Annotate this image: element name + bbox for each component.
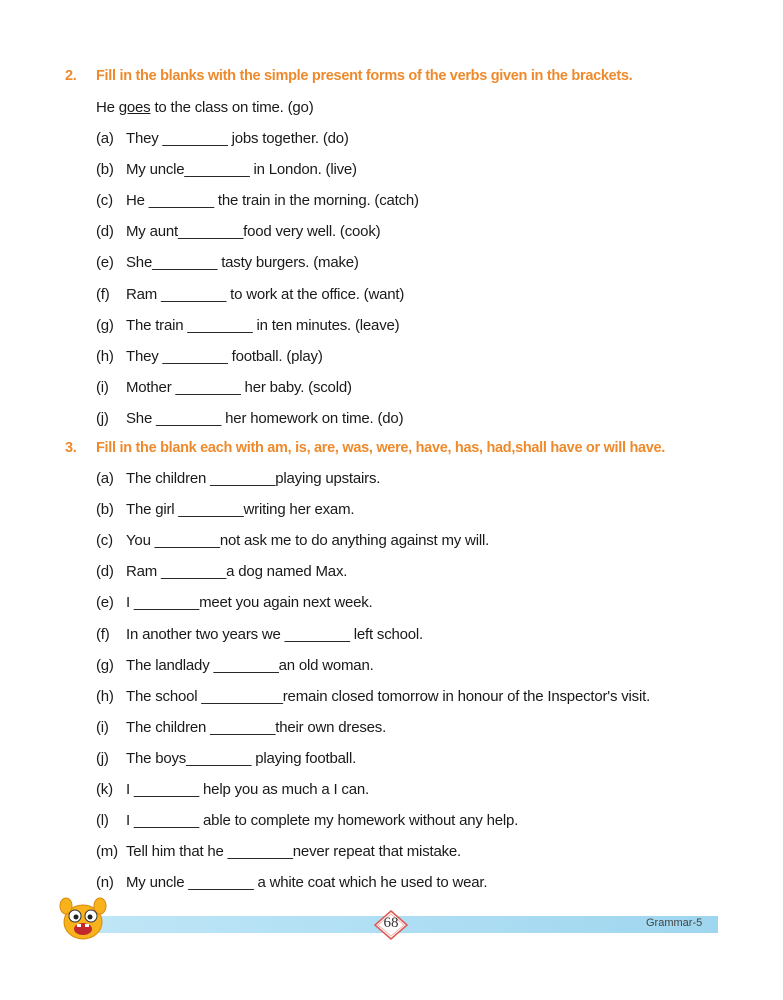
item-text: She ________ her homework on time. (do)	[126, 409, 404, 427]
item-label: (m)	[96, 843, 118, 861]
item-label: (d)	[96, 563, 114, 581]
item-label: (f)	[96, 625, 110, 643]
item-label: (i)	[96, 718, 109, 736]
item-text: The boys________ playing football.	[126, 749, 357, 767]
item-text: My aunt________food very well. (cook)	[126, 223, 381, 241]
item-label: (a)	[96, 130, 114, 147]
page-number: 68	[383, 915, 399, 931]
item-label: (e)	[96, 254, 114, 272]
item-text: They ________ football. (play)	[126, 347, 323, 365]
book-label: Grammar-5	[646, 917, 703, 929]
item-label: (f)	[96, 285, 110, 303]
item-label: (c)	[96, 192, 113, 210]
item-text: My uncle ________ a white coat which he used to wear.	[126, 874, 488, 892]
item-text: Mother ________ her baby. (scold)	[126, 378, 352, 396]
item-text: Ram ________a dog named Max.	[126, 563, 348, 581]
item-label: (a)	[96, 470, 114, 487]
item-text: I ________ help you as much a I can.	[126, 781, 369, 798]
item-text: You ________not ask me to do anything against my will.	[126, 532, 490, 550]
item-text: The girl ________writing her exam.	[126, 501, 355, 519]
item-label: (k)	[96, 781, 113, 798]
example-answer: goes	[118, 99, 151, 116]
item-label: (b)	[96, 501, 114, 519]
item-label: (l)	[96, 812, 109, 830]
item-label: (j)	[96, 749, 109, 767]
item-text: They ________ jobs together. (do)	[126, 130, 349, 147]
item-text: He ________ the train in the morning. (catch)	[126, 192, 419, 210]
item-label: (b)	[96, 161, 114, 179]
item-label: (n)	[96, 874, 114, 892]
item-text: The children ________playing upstairs.	[126, 470, 381, 487]
item-label: (c)	[96, 532, 113, 550]
item-label: (g)	[96, 656, 114, 674]
item-text: Tell him that he ________never repeat that mistake.	[126, 843, 462, 861]
item-label: (h)	[96, 687, 114, 705]
question-3-heading	[65, 440, 665, 456]
question-2-heading	[65, 68, 632, 84]
item-label: (i)	[96, 378, 109, 396]
item-text: My uncle________ in London. (live)	[126, 161, 357, 179]
question-title: Fill in the blanks with the simple present forms of the verbs given in the brackets.	[96, 68, 633, 84]
mascot-icon	[58, 896, 108, 942]
example-sentence: He goes to the class on time. (go)	[96, 99, 314, 116]
item-text: The landlady ________an old woman.	[126, 656, 374, 674]
item-label: (j)	[96, 409, 109, 427]
question-number: 2.	[65, 68, 77, 84]
item-label: (e)	[96, 594, 114, 612]
item-label: (d)	[96, 223, 114, 241]
question-title: Fill in the blank each with am, is, are, was, were, have, has, had,shall have or will have.	[96, 440, 666, 456]
item-text: I ________meet you again next week.	[126, 594, 373, 612]
item-text: In another two years we ________ left school.	[126, 625, 424, 643]
item-text: The children ________their own dreses.	[126, 718, 387, 736]
item-label: (h)	[96, 347, 114, 365]
item-text: The train ________ in ten minutes. (leave)	[126, 316, 400, 334]
item-label: (g)	[96, 316, 114, 334]
item-text: She________ tasty burgers. (make)	[126, 254, 359, 272]
question-number: 3.	[65, 440, 77, 456]
item-text: I ________ able to complete my homework without any help.	[126, 812, 519, 830]
item-text: The school __________remain closed tomorrow in honour of the Inspector's visit.	[126, 687, 651, 705]
item-text: Ram ________ to work at the office. (want)	[126, 285, 405, 303]
